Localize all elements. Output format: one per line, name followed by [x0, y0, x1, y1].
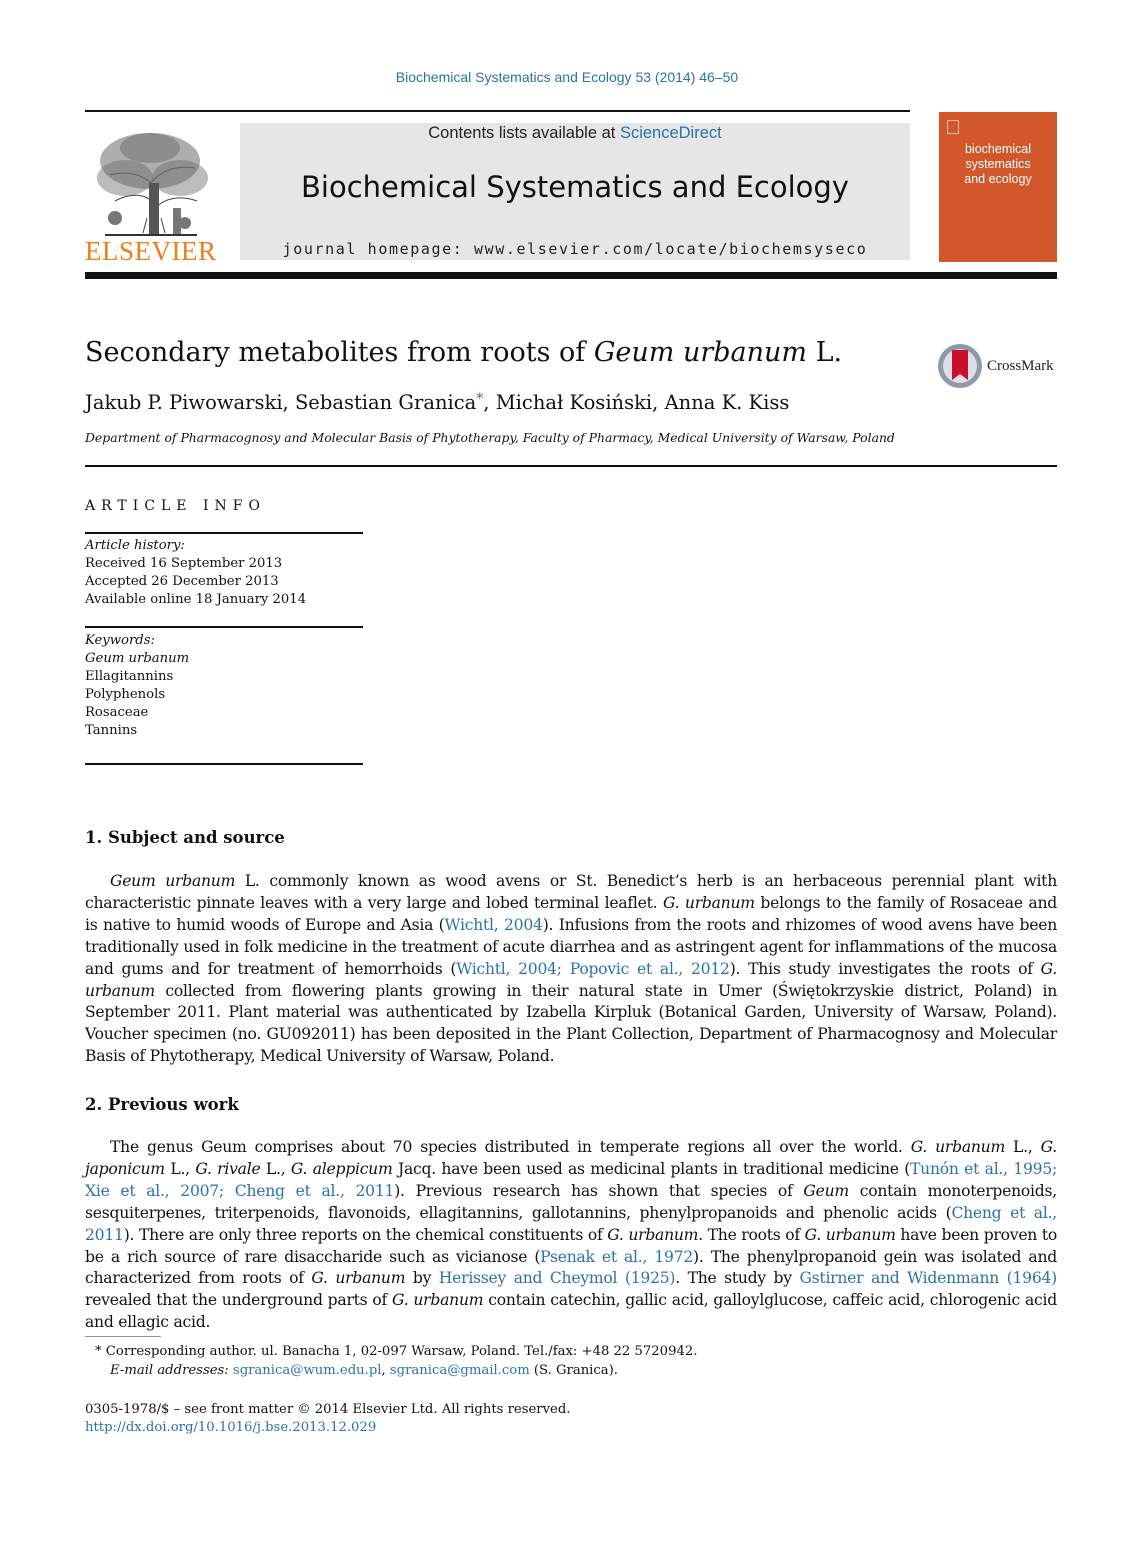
- title-end: L.: [807, 337, 843, 368]
- header-thick-rule: [85, 272, 1057, 279]
- online-date: Available online 18 January 2014: [85, 592, 307, 607]
- corresponding-author-mark[interactable]: *: [476, 391, 484, 407]
- copyright-line: 0305-1978/$ – see front matter © 2014 Elsevier Ltd. All rights reserved.: [85, 1402, 571, 1417]
- keywords-block: [85, 632, 189, 740]
- keyword: Tannins: [85, 723, 138, 738]
- keyword: Ellagitannins: [85, 669, 174, 684]
- email-link-2[interactable]: sgranica@gmail.com: [389, 1363, 530, 1378]
- history-label: Article history:: [85, 538, 185, 553]
- contents-prefix: Contents lists available at: [428, 124, 620, 142]
- author-list: [85, 391, 789, 414]
- authors-first: Jakub P. Piwowarski, Sebastian Granica: [85, 391, 477, 414]
- journal-cover[interactable]: [939, 112, 1057, 262]
- section-2-body: The genus Geum comprises about 70 species distributed in temperate regions all over the world. G. urbanum L., G. japonicum L., G. rivale L., G. aleppicum Jacq. have been used as medicinal plants in traditional medicine (Tunón et al., 1995; Xie et al., 2007; Cheng et al., 2011). Previous research has shown that species of Geum contain monoterpenoids, sesquiterpenes, triterpenoids, flavonoids, ellagitannins, gallotannins, phenylpropanoids and phenolic acids (Cheng et al., 2011). There are only three reports on the chemical constituents of G. urbanum. The roots of G. urbanum have been proven to be a rich source of rare disaccharide such as vicianose (Psenak et al., 1972). The phenylpropanoid gein was isolated and characterized from roots of G. urbanum by Herissey and Cheymol (1925). The study by Gstirner and Widenmann (1964) revealed that the underground parts of G. urbanum contain catechin, gallic acid, galloylglucose, caffeic acid, chlorogenic acid and ellagic acid.: [85, 1138, 1058, 1332]
- cover-title: [939, 142, 1057, 187]
- journal-title: Biochemical Systematics and Ecology: [301, 170, 849, 204]
- footnote-rule: [85, 1336, 161, 1337]
- article-history: [85, 537, 306, 609]
- title-species: Geum urbanum: [593, 337, 808, 368]
- section-1-heading: 1. Subject and source: [85, 828, 285, 847]
- article-info-bottom-rule: [85, 763, 363, 765]
- keywords-rule: [85, 626, 363, 628]
- affiliation: Department of Pharmacognosy and Molecular Basis of Phytotherapy, Faculty of Pharmacy, Medical University of Warsaw, Poland: [85, 430, 895, 445]
- article-title: [85, 337, 842, 368]
- ref-link[interactable]: Psenak et al., 1972: [540, 1247, 694, 1266]
- journal-homepage[interactable]: journal homepage: www.elsevier.com/locate/biochemsyseco: [282, 240, 868, 258]
- email-label: E-mail addresses:: [110, 1363, 233, 1378]
- doi-link[interactable]: http://dx.doi.org/10.1016/j.bse.2013.12.029: [85, 1420, 377, 1435]
- cover-line: systematics: [965, 157, 1031, 171]
- header-top-rule: [85, 110, 910, 112]
- keyword: Geum urbanum: [85, 651, 190, 666]
- email-link-1[interactable]: sgranica@wum.edu.pl: [232, 1363, 382, 1378]
- contents-line: [240, 124, 910, 143]
- authors-rest: , Michał Kosiński, Anna K. Kiss: [483, 391, 790, 414]
- article-info-heading: ARTICLE INFO: [85, 498, 266, 514]
- corresponding-author-footnote: * Corresponding author. ul. Banacha 1, 02-097 Warsaw, Poland. Tel./fax: +48 22 5720942.: [95, 1344, 698, 1359]
- email-separator: ,: [381, 1363, 390, 1378]
- email-footnote: [110, 1361, 618, 1380]
- title-block-rule: [85, 465, 1057, 467]
- ref-link[interactable]: Herissey and Cheymol (1925): [438, 1269, 676, 1288]
- cover-line: and ecology: [964, 172, 1032, 186]
- cover-line: biochemical: [964, 142, 1031, 156]
- keyword: Rosaceae: [85, 705, 149, 720]
- title-main: Secondary metabolites from roots of: [85, 337, 594, 368]
- elsevier-wordmark: ELSEVIER: [85, 236, 217, 266]
- crossmark-label[interactable]: CrossMark: [987, 358, 1054, 374]
- article-info-rule: [85, 532, 363, 534]
- ref-link[interactable]: Cheng et al., 2011: [85, 1203, 1057, 1244]
- section-1-body: Geum urbanum L. commonly known as wood avens or St. Benedict’s herb is an herbaceous perennial plant with characteristic pinnate leaves with a very large and lobed terminal leaflet. G. urbanum belongs to the family of Rosaceae and is native to humid woods of Europe and Asia (Wichtl, 2004). Infusions from the roots and rhizomes of wood avens have been traditionally used in folk medicine in the treatment of acute diarrhea and as astringent agent for inflammations of the mucosa and gums and for treatment of hemorrhoids (Wichtl, 2004; Popovic et al., 2012). This study investigates the roots of G. urbanum collected from flowering plants growing in their natural state in Umer (Świętokrzyskie district, Poland) in September 2011. Plant material was authenticated by Izabella Kirpluk (Botanical Garden, University of Warsaw, Poland). Voucher specimen (no. GU092011) has been deposited in the Plant Collection, Department of Pharmacognosy and Molecular Basis of Phytotherapy, Medical University of Warsaw, Poland.: [85, 872, 1058, 1066]
- journal-citation[interactable]: Biochemical Systematics and Ecology 53 (2014) 46–50: [395, 69, 739, 85]
- sciencedirect-link[interactable]: ScienceDirect: [619, 124, 722, 142]
- ref-link[interactable]: Tunón et al., 1995; Xie et al., 2007; Cheng et al., 2011: [85, 1159, 1058, 1200]
- received-date: Received 16 September 2013: [85, 556, 283, 571]
- ref-link[interactable]: Gstirner and Widenmann (1964): [799, 1269, 1058, 1288]
- email-owner: (S. Granica).: [529, 1363, 618, 1378]
- accepted-date: Accepted 26 December 2013: [85, 574, 279, 589]
- keyword: Polyphenols: [85, 687, 166, 702]
- keywords-label: Keywords:: [85, 633, 155, 648]
- ref-link[interactable]: Wichtl, 2004; Popovic et al., 2012: [456, 959, 730, 978]
- section-2-heading: 2. Previous work: [85, 1095, 239, 1114]
- crossmark-icon[interactable]: [936, 342, 984, 390]
- cover-logo-icon: [947, 120, 959, 134]
- ref-link[interactable]: Wichtl, 2004: [444, 915, 543, 934]
